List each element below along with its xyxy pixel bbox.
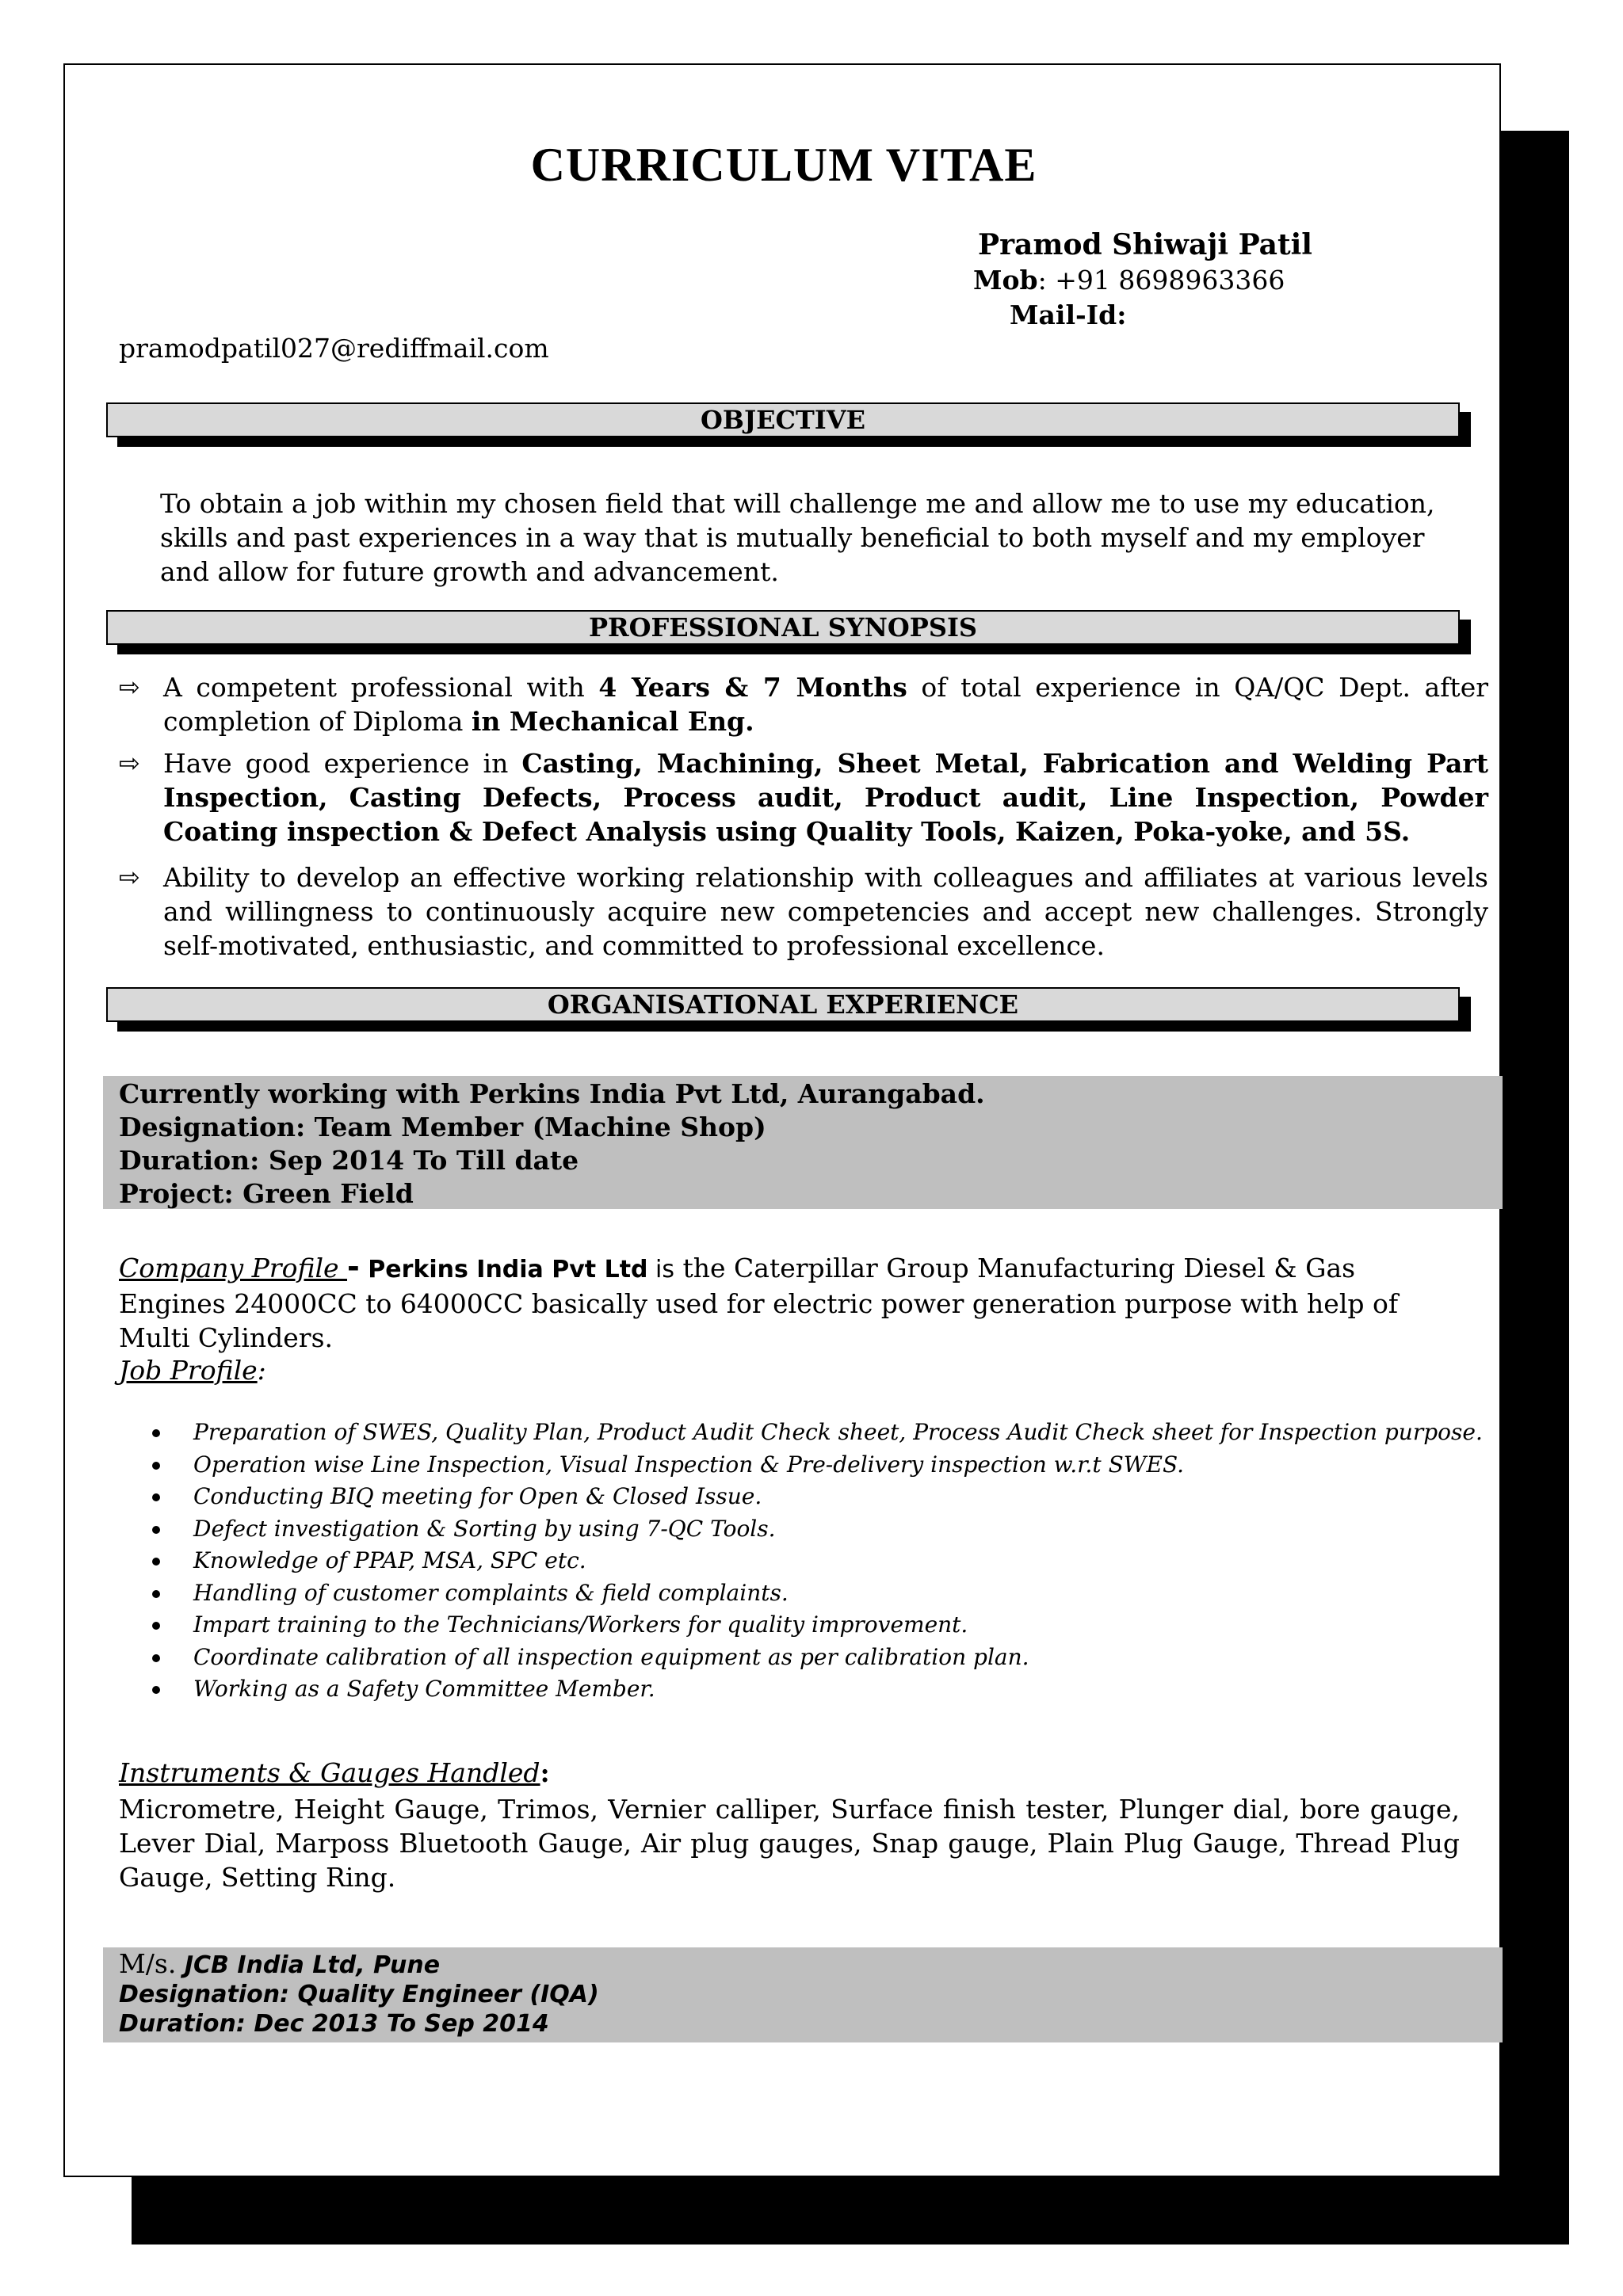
bullet-icon xyxy=(152,1558,160,1566)
list-item: Defect investigation & Sorting by using 7-QC Tools. xyxy=(152,1513,1484,1546)
job-duties-list xyxy=(152,1417,1484,1706)
company-profile-text: the Caterpillar Group Manufacturing Diesel & Gas Engines 24000CC to 64000CC basically used for electric power generation purpose with help of Multi Cylinders. xyxy=(119,1253,1399,1353)
current-designation: Designation: Team Member (Machine Shop) xyxy=(119,1112,766,1142)
company-profile: Company Profile - Perkins India Pvt Ltd is the Caterpillar Group Manufacturing Diesel & Gas Engines 24000CC to 64000CC basically used for electric power generation purpose with help of Multi Cylinders. xyxy=(119,1249,1399,1353)
bullet-icon xyxy=(152,1526,160,1534)
bullet-icon xyxy=(152,1493,160,1501)
previous-job-block xyxy=(103,1947,1503,2042)
current-employer: Currently working with Perkins India Pvt Ltd, Aurangabad. xyxy=(119,1078,985,1109)
arrow-icon: ⇨ xyxy=(119,862,140,892)
company-name: Perkins India Pvt Ltd xyxy=(359,1256,648,1283)
objective-text: To obtain a job within my chosen field that will challenge me and allow me to use my education, skills and past experiences in a way that is mutually beneficial to both myself and my employer and allow for future growth and advancement. xyxy=(160,488,1435,587)
bullet-icon xyxy=(152,1429,160,1437)
list-item: Impart training to the Technicians/Workers for quality improvement. xyxy=(152,1609,1484,1642)
synopsis-heading: PROFESSIONAL SYNOPSIS xyxy=(106,610,1460,645)
candidate-name: Pramod Shiwaji Patil xyxy=(978,228,1312,261)
previous-designation: Designation: Quality Engineer (IQA) xyxy=(119,1981,599,2008)
instruments-heading: Instruments & Gauges Handled: xyxy=(119,1757,550,1788)
previous-duration: Duration: Dec 2013 To Sep 2014 xyxy=(119,2010,549,2038)
bullet-icon xyxy=(152,1622,160,1630)
arrow-icon: ⇨ xyxy=(119,672,140,702)
bullet-icon xyxy=(152,1654,160,1662)
list-item: Conducting BIQ meeting for Open & Closed Issue. xyxy=(152,1481,1484,1513)
list-item: Working as a Safety Committee Member. xyxy=(152,1673,1484,1706)
instruments-text: Micrometre, Height Gauge, Trimos, Vernier calliper, Surface finish tester, Plunger dial, bore gauge, Lever Dial, Marposs Bluetooth Gauge, Air plug gauges, Snap gauge, Plain Plug Gauge, Thread Plug Gauge, Setting Ring. xyxy=(119,1794,1460,1893)
current-project: Project: Green Field xyxy=(119,1178,414,1209)
mail-id-label: Mail-Id: xyxy=(1010,299,1127,330)
document-title: CURRICULUM VITAE xyxy=(530,139,1037,191)
company-profile-label: Company Profile xyxy=(119,1253,348,1283)
synopsis-item-text: A competent professional with 4 Years & 7 Months of total experience in QA/QC Dept. after completion of Diploma in Mechanical Eng. xyxy=(163,672,1488,737)
mobile-number xyxy=(973,265,1285,296)
job-profile-heading: Job Profile: xyxy=(119,1355,266,1386)
list-item: Handling of customer complaints & field complaints. xyxy=(152,1577,1484,1610)
bullet-icon xyxy=(152,1686,160,1694)
synopsis-item-text: Have good experience in Casting, Machining, Sheet Metal, Fabrication and Welding Part Inspection, Casting Defects, Process audit, Product audit, Line Inspection, Powder Coating inspection & Defect Analysis using Quality Tools, Kaizen, Poka-yoke, and 5S. xyxy=(163,748,1489,847)
bullet-icon xyxy=(152,1462,160,1470)
list-item: Knowledge of PPAP, MSA, SPC etc. xyxy=(152,1545,1484,1577)
bullet-icon xyxy=(152,1590,160,1598)
synopsis-item-text: Ability to develop an effective working relationship with colleagues and affiliates at various levels and willingness to continuously acquire new competencies and accept new challenges. Strongly self-motivated, enthusiastic, and committed to professional excellence. xyxy=(163,862,1488,961)
list-item: Preparation of SWES, Quality Plan, Product Audit Check sheet, Process Audit Check sheet for Inspection purpose. xyxy=(152,1417,1484,1449)
current-duration: Duration: Sep 2014 To Till date xyxy=(119,1145,579,1176)
list-item: Coordinate calibration of all inspection equipment as per calibration plan. xyxy=(152,1642,1484,1674)
current-job-block xyxy=(103,1076,1503,1209)
objective-heading: OBJECTIVE xyxy=(106,402,1460,437)
mobile-label: Mob xyxy=(973,265,1038,296)
experience-heading: ORGANISATIONAL EXPERIENCE xyxy=(106,987,1460,1022)
arrow-icon: ⇨ xyxy=(119,748,140,778)
list-item: Operation wise Line Inspection, Visual Inspection & Pre-delivery inspection w.r.t SWES. xyxy=(152,1449,1484,1482)
email-address: pramodpatil027@rediffmail.com xyxy=(119,333,549,364)
previous-employer: M/s. JCB India Ltd, Pune xyxy=(119,1948,441,1979)
resume-page xyxy=(63,63,1501,2177)
mobile-value: : +91 8698963366 xyxy=(1037,265,1285,296)
